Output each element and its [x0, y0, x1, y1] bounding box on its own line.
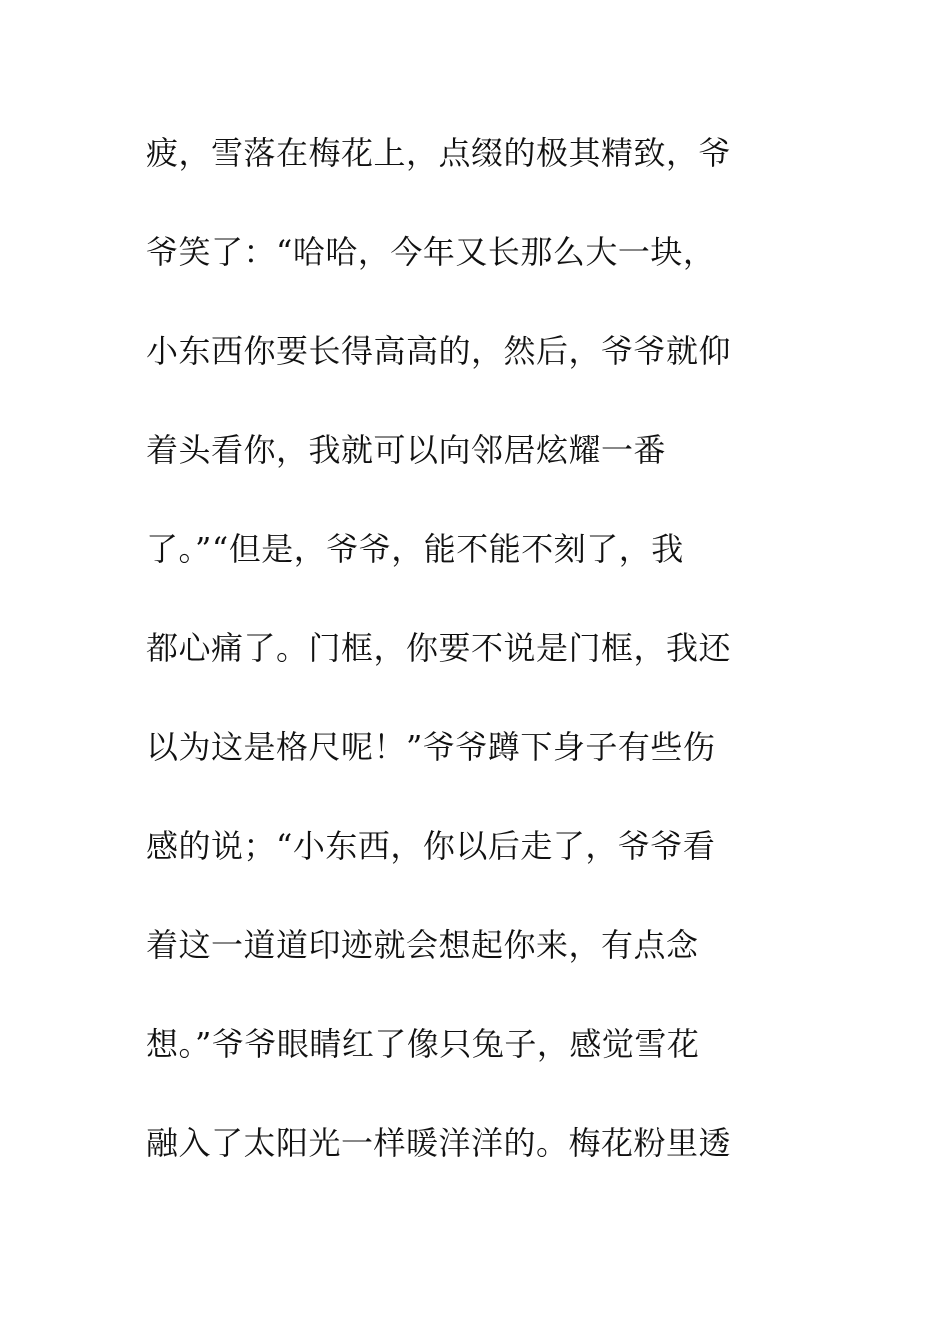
text-line: 感的说；“小东西，你以后走了，爷爷看: [146, 827, 716, 865]
text-line: 都心痛了。门框，你要不说是门框，我还: [146, 629, 732, 667]
text-line: 融入了太阳光一样暖洋洋的。梅花粉里透: [146, 1124, 732, 1162]
text-line: 着这一道道印迹就会想起你来，有点念: [146, 926, 699, 964]
text-line: 想。”爷爷眼睛红了像只兔子，感觉雪花: [146, 1025, 700, 1063]
body-text: [146, 123, 786, 1212]
text-line: 疲，雪落在梅花上，点缀的极其精致，爷: [146, 134, 732, 172]
text-line: 小东西你要长得高高的，然后，爷爷就仰: [146, 332, 732, 370]
text-line: 着头看你，我就可以向邻居炫耀一番: [146, 431, 667, 469]
text-line: 了。”“但是，爷爷，能不能不刻了，我: [146, 530, 684, 568]
text-line: 爷笑了：“哈哈，今年又长那么大一块，: [146, 233, 716, 271]
text-line: 以为这是格尺呢！”爷爷蹲下身子有些伤: [146, 728, 716, 766]
